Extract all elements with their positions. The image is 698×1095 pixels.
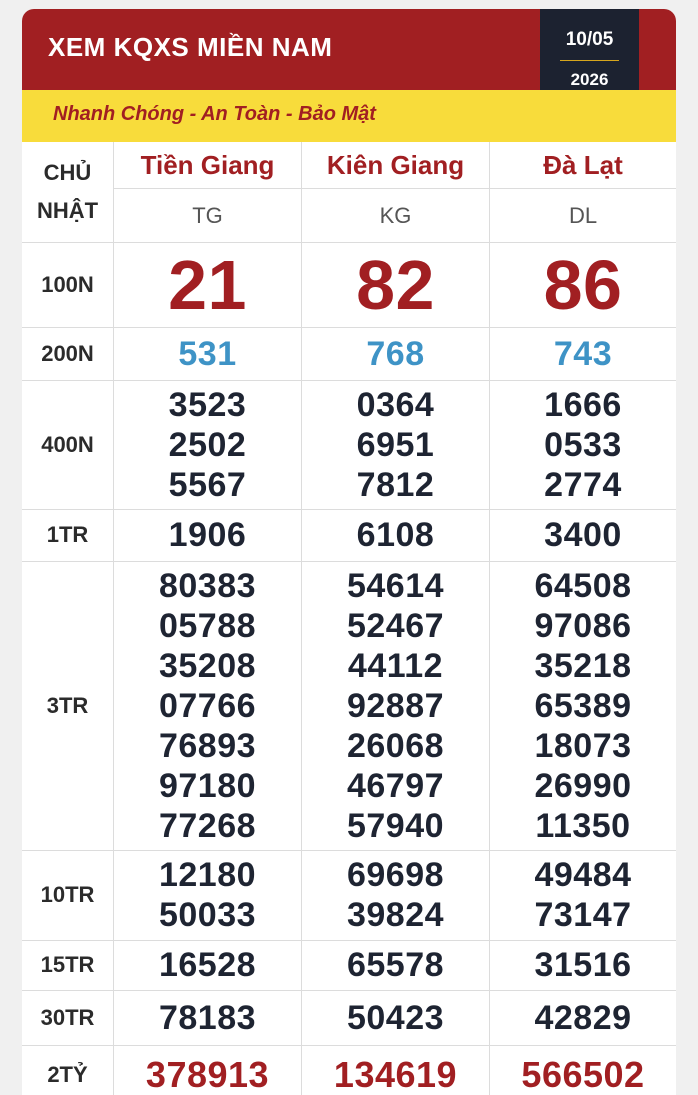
day-label-line1: CHỦ: [43, 160, 92, 185]
page-title: XEM KQXS MIỀN NAM: [48, 32, 333, 62]
province-code: KG: [379, 202, 412, 228]
province-name-wrap: [543, 142, 622, 188]
province-code: TG: [192, 202, 223, 228]
prize-cell: [301, 380, 489, 509]
prize-cell: [301, 1045, 489, 1095]
prize-row: [22, 561, 676, 851]
date-divider: [560, 60, 619, 61]
prize-label: 1TR: [46, 522, 89, 547]
winning-number: 49484: [534, 856, 632, 894]
prize-cell: [301, 990, 489, 1045]
winning-number: 65578: [346, 946, 445, 984]
prize-cell: [301, 561, 489, 850]
prize-cell: [301, 327, 489, 380]
winning-number: 2502: [168, 425, 247, 464]
winning-number: 6951: [356, 425, 435, 464]
winning-number: 35218: [534, 646, 632, 685]
prize-label: 10TR: [40, 882, 95, 907]
prize-cell: [489, 561, 676, 850]
prize-label-cell: [22, 940, 113, 990]
prize-cell: [489, 380, 676, 509]
prize-cell: [113, 509, 301, 561]
province-name-wrap: [141, 142, 275, 188]
winning-number: 76893: [158, 726, 257, 765]
province-column-3[interactable]: [489, 142, 676, 242]
header-bar: [22, 9, 676, 90]
prize-cell: [301, 242, 489, 327]
prize-row: [22, 990, 676, 1046]
winning-number: 11350: [535, 806, 631, 845]
winning-number: 566502: [521, 1054, 645, 1095]
province-code-wrap: [192, 189, 223, 242]
winning-number: 57940: [346, 806, 445, 845]
winning-number: 73147: [534, 896, 632, 934]
winning-number: 92887: [346, 686, 445, 725]
winning-number: 768: [366, 334, 425, 373]
prize-cell: [113, 1045, 301, 1095]
province-code-wrap: [380, 189, 412, 242]
prize-label: 2TỶ: [47, 1062, 88, 1087]
tagline-bar: [22, 90, 676, 142]
winning-number: 46797: [346, 766, 445, 805]
prize-cell: [489, 327, 676, 380]
winning-number: 134619: [333, 1054, 458, 1095]
prize-cell: [489, 990, 676, 1045]
winning-number: 78183: [158, 998, 257, 1037]
winning-number: 80383: [158, 566, 257, 605]
prize-row: [22, 242, 676, 328]
winning-number: 1906: [168, 516, 247, 554]
winning-number: 26990: [534, 766, 632, 805]
winning-number: 21: [168, 245, 247, 324]
province-column-1[interactable]: [113, 142, 301, 242]
province-code: DL: [568, 202, 598, 228]
province-column-2[interactable]: [301, 142, 489, 242]
winning-number: 0533: [544, 425, 622, 464]
prize-label-cell: [22, 380, 113, 509]
prize-label-cell: [22, 561, 113, 850]
winning-number: 42829: [534, 998, 632, 1037]
province-name-wrap: [327, 142, 464, 188]
winning-number: 77268: [158, 806, 257, 845]
prize-cell: [113, 850, 301, 940]
winning-number: 05788: [158, 606, 257, 645]
prize-cell: [489, 242, 676, 327]
winning-number: 64508: [534, 566, 632, 605]
winning-number: 3400: [544, 516, 622, 554]
prize-row: [22, 850, 676, 941]
prize-label: 100N: [41, 271, 94, 297]
prize-label-cell: [22, 509, 113, 561]
winning-number: 743: [553, 334, 613, 373]
winning-number: 12180: [158, 856, 257, 894]
winning-number: 69698: [346, 856, 445, 894]
prize-cell: [301, 940, 489, 990]
prize-cell: [113, 242, 301, 327]
prize-row: [22, 940, 676, 991]
prize-cell: [113, 990, 301, 1045]
prize-cell: [113, 327, 301, 380]
winning-number: 6108: [356, 516, 435, 554]
winning-number: 378913: [145, 1054, 270, 1095]
winning-number: 07766: [158, 686, 257, 725]
winning-number: 31516: [534, 946, 632, 984]
prize-cell: [301, 509, 489, 561]
winning-number: 531: [178, 334, 237, 373]
province-name: Tiền Giang: [140, 149, 275, 180]
prize-row: [22, 327, 676, 381]
winning-number: 3523: [168, 385, 247, 424]
day-label-line2: NHẬT: [36, 198, 99, 223]
date-year: 2026: [570, 70, 609, 89]
prize-cell: [301, 850, 489, 940]
province-name: Đà Lạt: [543, 149, 623, 180]
winning-number: 18073: [534, 726, 632, 765]
winning-number: 50423: [346, 998, 445, 1037]
prize-label: 200N: [41, 340, 94, 366]
prize-label-cell: [22, 242, 113, 327]
winning-number: 52467: [346, 606, 445, 645]
winning-number: 26068: [346, 726, 445, 765]
prize-cell: [489, 850, 676, 940]
province-header-row: [22, 142, 676, 243]
date-day: 10/05: [565, 29, 614, 50]
winning-number: 39824: [346, 896, 445, 934]
winning-number: 2774: [544, 465, 622, 504]
prize-label-cell: [22, 990, 113, 1045]
winning-number: 86: [543, 245, 623, 324]
province-code-wrap: [569, 189, 597, 242]
prize-row: [22, 1045, 676, 1095]
winning-number: 54614: [346, 566, 445, 605]
winning-number: 44112: [347, 646, 444, 685]
prize-row: [22, 380, 676, 510]
winning-number: 82: [356, 245, 435, 324]
prize-row: [22, 509, 676, 562]
lottery-results-card: [22, 9, 676, 1095]
winning-number: 0364: [356, 385, 435, 424]
prize-cell: [113, 561, 301, 850]
winning-number: 50033: [158, 896, 257, 934]
prize-cell: [113, 380, 301, 509]
prize-label: 30TR: [40, 1004, 95, 1030]
winning-number: 97086: [534, 606, 632, 645]
prize-cell: [489, 1045, 676, 1095]
prize-label-cell: [22, 327, 113, 380]
prize-label: 15TR: [40, 952, 95, 977]
day-cell: [22, 142, 113, 242]
winning-number: 5567: [168, 465, 247, 504]
tagline: Nhanh Chóng - An Toàn - Bảo Mật: [53, 103, 376, 125]
winning-number: 1666: [544, 385, 622, 424]
prize-label: 400N: [41, 431, 94, 457]
prize-cell: [489, 509, 676, 561]
winning-number: 16528: [158, 946, 257, 984]
prize-cell: [489, 940, 676, 990]
winning-number: 7812: [356, 465, 435, 504]
prize-label: 3TR: [46, 692, 89, 718]
prize-label-cell: [22, 850, 113, 940]
prize-cell: [113, 940, 301, 990]
winning-number: 65389: [534, 686, 632, 725]
province-name: Kiên Giang: [326, 149, 465, 180]
winning-number: 35208: [158, 646, 257, 685]
winning-number: 97180: [158, 766, 257, 805]
prize-label-cell: [22, 1045, 113, 1095]
